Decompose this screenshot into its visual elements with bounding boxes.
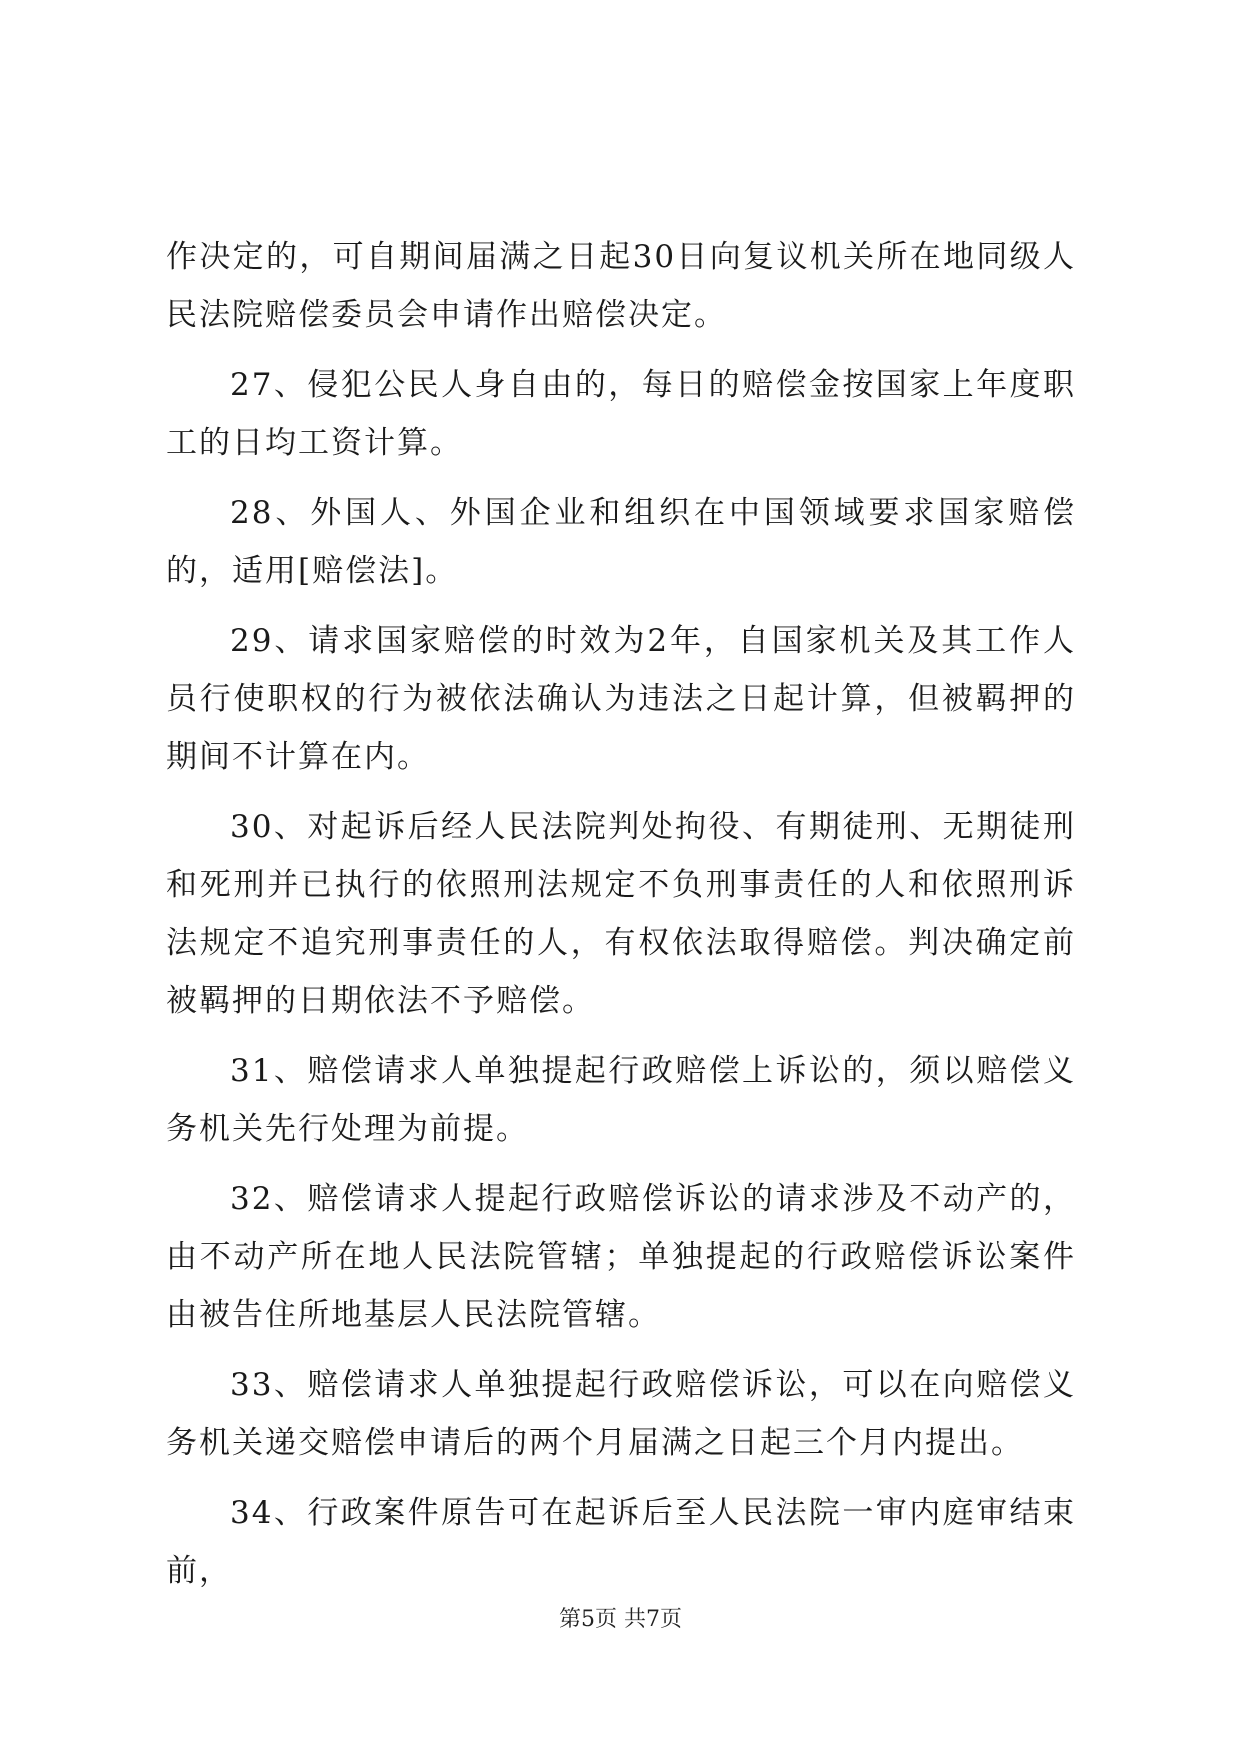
paragraph-item-28: 28、外国人、外国企业和组织在中国领域要求国家赔偿的，适用[赔偿法]。 — [166, 495, 1076, 589]
paragraph-item-31: 31、赔偿请求人单独提起行政赔偿上诉讼的，须以赔偿义务机关先行处理为前提。 — [166, 1053, 1076, 1147]
paragraph-item-32: 32、赔偿请求人提起行政赔偿诉讼的请求涉及不动产的，由不动产所在地人民法院管辖；单独提起的行政赔偿诉讼案件由被告住所地基层人民法院管辖。 — [166, 1181, 1076, 1333]
paragraph-item-33: 33、赔偿请求人单独提起行政赔偿诉讼，可以在向赔偿义务机关递交赔偿申请后的两个月届满之日起三个月内提出。 — [166, 1367, 1076, 1461]
paragraph-item-30: 30、对起诉后经人民法院判处拘役、有期徒刑、无期徒刑和死刑并已执行的依照刑法规定不负刑事责任的人和依照刑诉法规定不追究刑事责任的人，有权依法取得赔偿。判决确定前被羁押的日期依法不予赔偿。 — [166, 809, 1076, 1019]
page-footer: 第5页 共7页 — [559, 1607, 682, 1632]
paragraph-item-34: 34、行政案件原告可在起诉后至人民法院一审内庭审结束前， — [166, 1495, 1076, 1589]
paragraph-item-29: 29、请求国家赔偿的时效为2年，自国家机关及其工作人员行使职权的行为被依法确认为违法之日起计算，但被羁押的期间不计算在内。 — [166, 623, 1076, 775]
body-text — [166, 228, 1076, 1612]
paragraph-item-27: 27、侵犯公民人身自由的，每日的赔偿金按国家上年度职工的日均工资计算。 — [166, 367, 1076, 461]
paragraph-continuation: 作决定的，可自期间届满之日起30日向复议机关所在地同级人民法院赔偿委员会申请作出赔偿决定。 — [166, 239, 1076, 333]
